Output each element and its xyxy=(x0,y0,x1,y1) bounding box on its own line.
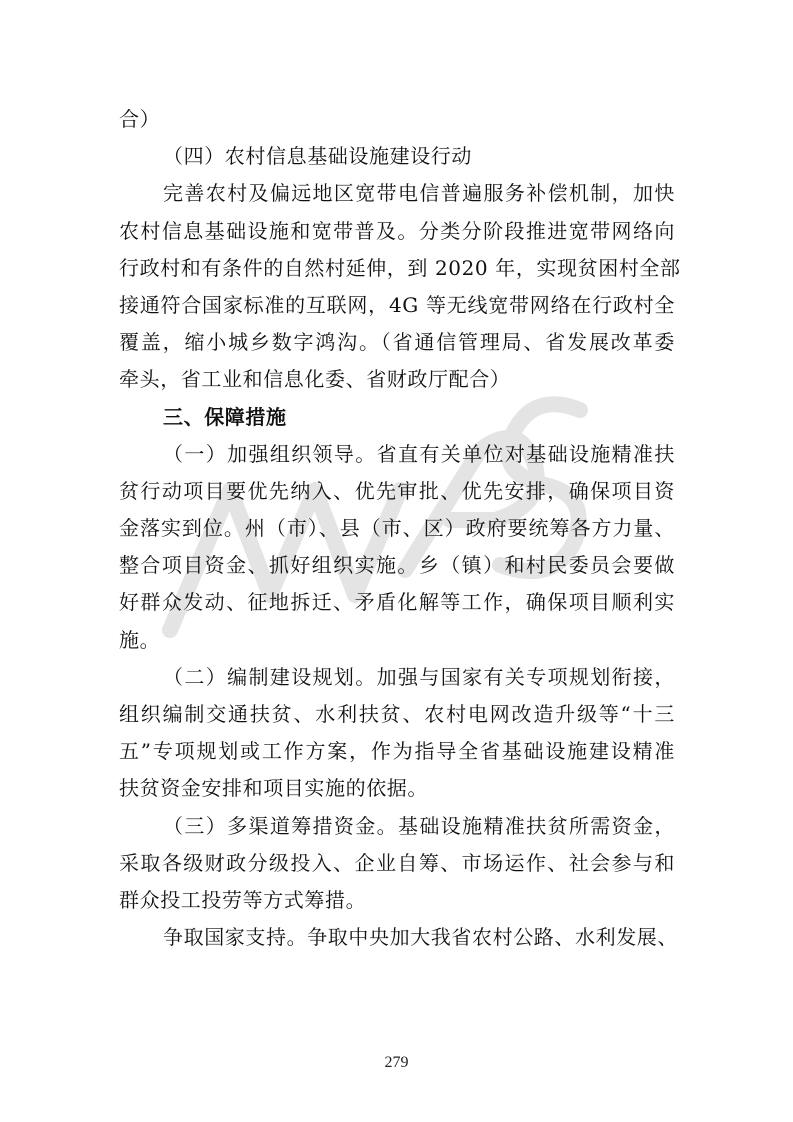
paragraph-line: 扶贫资金安排和项目实施的依据。 xyxy=(119,776,428,801)
paragraph-line: 金落实到位。州（市）、县（市、区）政府要统筹各方力量、 xyxy=(119,516,675,541)
paragraph-line: 好群众发动、征地拆迁、矛盾化解等工作，确保项目顺利实 xyxy=(119,590,675,615)
paragraph-line: 农村信息基础设施和宽带普及。分类分阶段推进宽带网络向 xyxy=(119,218,675,243)
page-number: 279 xyxy=(384,1054,409,1071)
paragraph-line: （三）多渠道筹措资金。基础设施精准扶贫所需资金， xyxy=(163,813,675,838)
paragraph-line: 采取各级财政分级投入、企业自筹、市场运作、社会参与和 xyxy=(119,850,675,875)
paragraph-line: 接通符合国家标准的互联网，4G 等无线宽带网络在行政村全 xyxy=(119,292,675,317)
paragraph-line: 整合项目资金、抓好组织实施。乡（镇）和村民委员会要做 xyxy=(119,553,675,578)
body-text xyxy=(119,101,681,956)
section-heading: 三、保障措施 xyxy=(163,404,287,429)
paragraph-line: 五”专项规划或工作方案，作为指导全省基础设施建设精准 xyxy=(119,739,675,764)
paragraph-line: 群众投工投劳等方式筹措。 xyxy=(119,887,367,912)
paragraph-line: 组织编制交通扶贫、水利扶贫、农村电网改造升级等“十三 xyxy=(119,702,675,726)
paragraph-line: （一）加强组织领导。省直有关单位对基础设施精准扶 xyxy=(163,441,675,466)
text-line: 合） xyxy=(119,107,161,131)
paragraph-line: 牵头，省工业和信息化委、省财政厅配合） xyxy=(119,367,511,392)
paragraph-line: 完善农村及偏远地区宽带电信普遍服务补偿机制，加快 xyxy=(163,181,675,206)
paragraph-line: 争取国家支持。争取中央加大我省农村公路、水利发展、 xyxy=(163,925,678,950)
paragraph-line: 施。 xyxy=(119,627,161,652)
paragraph-line: （二）编制建设规划。加强与国家有关专项规划衔接， xyxy=(163,664,675,689)
subsection-heading: （四）农村信息基础设施建设行动 xyxy=(163,144,472,169)
paragraph-line: 行政村和有条件的自然村延伸，到 2020 年，实现贫困村全部 xyxy=(119,255,681,280)
paragraph-line: 贫行动项目要优先纳入、优先审批、优先安排，确保项目资 xyxy=(119,478,675,503)
paragraph-line: 覆盖，缩小城乡数字鸿沟。（省通信管理局、省发展改革委 xyxy=(119,330,675,355)
